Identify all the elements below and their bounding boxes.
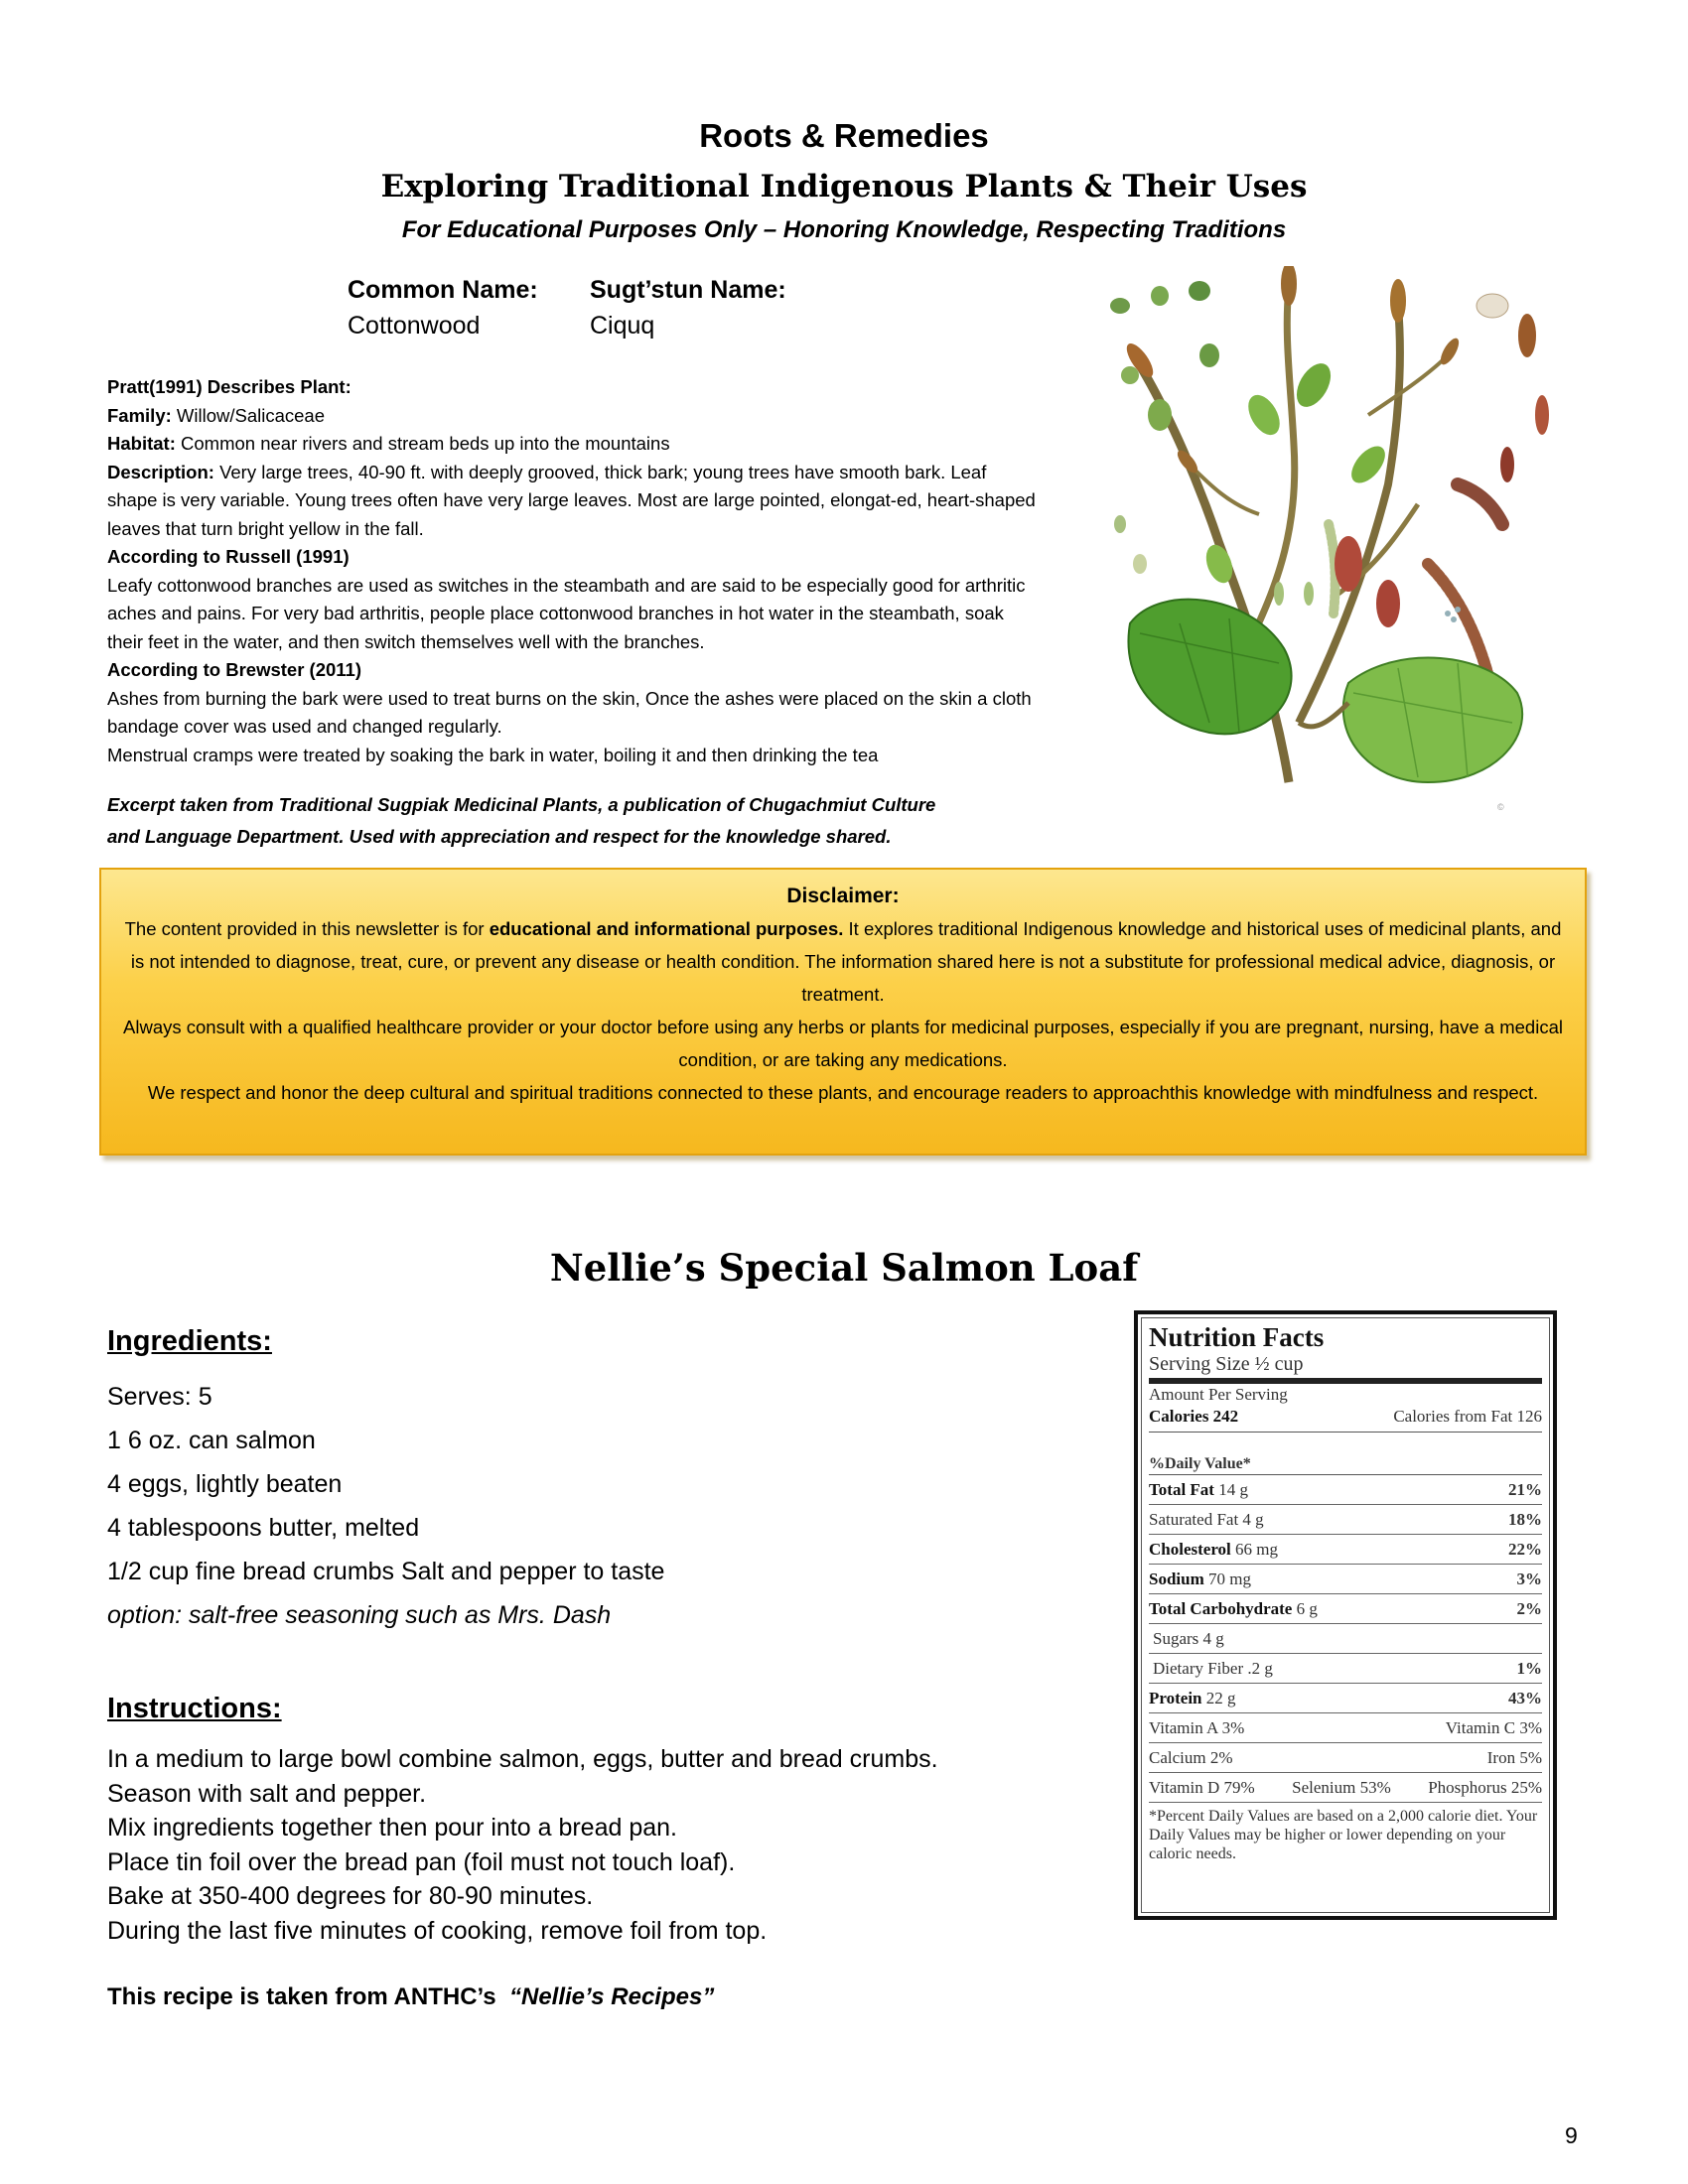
saturated-fat-row [1149,1505,1542,1535]
carbohydrate-percent: 2% [1516,1599,1542,1618]
disclaimer-paragraph-2: Always consult with a qualified healthcare provider or your doctor before using any herbs or plants for medicinal purposes, especially if you are pregnant, nursing, have a medical condition, or are taking any medications. [123,1017,1563,1070]
instruction-step: Season with salt and pepper. [107,1779,427,1808]
vitamin-c: Vitamin C 3% [1445,1718,1542,1737]
disclaimer-paragraph-3: We respect and honor the deep cultural and spiritual traditions connected to these plants, and encourage readers to approachthis knowledge with mindfulness and respect. [147,1082,1539,1103]
common-name-label: Common Name: [348,276,538,304]
pratt-heading: Pratt(1991) Describes Plant: [107,376,352,397]
recipe-source-prefix: This recipe is taken from ANTHC’s [107,1983,496,2010]
protein-label: Protein [1149,1689,1202,1707]
sodium-row [1149,1565,1542,1594]
ingredient-item: Serves: 5 [107,1383,212,1411]
instruction-step: In a medium to large bowl combine salmon, eggs, butter and bread crumbs. [107,1745,938,1773]
sugars-row [1149,1624,1542,1654]
total-fat-label: Total Fat [1149,1480,1214,1499]
instruction-step: Mix ingredients together then pour into a bread pan. [107,1814,677,1842]
protein-amount: 22 g [1205,1689,1236,1707]
excerpt-note [107,789,1041,853]
ingredient-option: option: salt-free seasoning such as Mrs. Dash [107,1601,612,1629]
nutrition-footnote: *Percent Daily Values are based on a 2,000 calorie diet. Your Daily Values may be higher or lower depending on your caloric needs. [1149,1808,1538,1862]
extra-nutrients-row [1149,1773,1542,1803]
dietary-fiber-percent: 1% [1516,1659,1542,1678]
vitamin-a: Vitamin A 3% [1149,1718,1245,1737]
svg-text:©: © [1497,802,1504,812]
total-fat-amount: 14 g [1218,1480,1248,1499]
disclaimer-heading: Disclaimer: [786,885,900,907]
cramps-text: Menstrual cramps were treated by soaking the bark in water, boiling it and then drinking the tea [107,744,879,765]
daily-value-header: %Daily Value* [1149,1454,1542,1475]
ingredient-item: 1 6 oz. can salmon [107,1427,316,1454]
carbohydrate-label: Total Carbohydrate [1149,1599,1293,1618]
saturated-fat: Saturated Fat 4 g [1149,1510,1264,1529]
instructions-list [107,1742,1100,1948]
description-label: Description: [107,461,214,482]
ingredients-heading: Ingredients: [107,1325,272,1357]
ingredient-item: 1/2 cup fine bread crumbs Salt and pepper to taste [107,1558,665,1585]
carbohydrate-amount: 6 g [1296,1599,1318,1618]
vitamins-row [1149,1713,1542,1743]
recipe-source-title: “Nellie’s Recipes” [509,1983,715,2010]
sodium-label: Sodium [1149,1570,1204,1588]
sugtstun-name-label: Sugt’stun Name: [590,276,786,304]
page-number: 9 [1565,2122,1578,2148]
nutrition-facts-label [1134,1310,1557,1920]
excerpt-line-1: Excerpt taken from Traditional Sugpiak Medicinal Plants, a publication of Chugachmiut Culture [107,794,936,815]
cholesterol-row [1149,1535,1542,1565]
description-value: Very large trees, 40-90 ft. with deeply grooved, thick bark; young trees have smooth bark. Leaf shape is very variable. Young trees often have very large leaves. Most are large pointed, elongat-ed, heart-shaped leaves that turn bright yellow in the fall. [107,461,1036,539]
cholesterol-label: Cholesterol [1149,1540,1231,1559]
nutrition-title: Nutrition Facts [1149,1322,1325,1352]
habitat-label: Habitat: [107,433,176,454]
instruction-step: Place tin foil over the bread pan (foil must not touch loaf). [107,1847,736,1876]
habitat-value: Common near rivers and stream beds up into the mountains [175,433,670,454]
protein-percent: 43% [1508,1689,1542,1707]
russell-heading: According to Russell (1991) [107,546,350,567]
phosphorus: Phosphorus 25% [1428,1778,1542,1797]
fiber-row [1149,1654,1542,1684]
cottonwood-illustration [1100,266,1557,822]
brewster-heading: According to Brewster (2011) [107,659,361,680]
disclaimer-p1-start: The content provided in this newsletter is for [124,918,490,939]
page-tagline: For Educational Purposes Only – Honoring Knowledge, Respecting Traditions [401,216,1287,243]
instructions-heading: Instructions: [107,1693,282,1724]
recipe-title: Nellie’s Special Salmon Loaf [549,1246,1139,1290]
disclaimer-p1-bold: educational and informational purposes. [489,918,844,939]
iron: Iron 5% [1486,1748,1542,1767]
cholesterol-amount: 66 mg [1235,1540,1279,1559]
calories: Calories 242 [1149,1407,1239,1426]
family-label: Family: [107,404,172,426]
sugtstun-name-value: Ciquq [590,312,655,340]
instruction-step: Bake at 350-400 degrees for 80-90 minutes. [107,1882,594,1910]
calories-from-fat: Calories from Fat 126 [1393,1407,1542,1426]
cholesterol-percent: 22% [1508,1540,1542,1559]
disclaimer-paragraph-1 [123,912,1563,1011]
ingredients-list [107,1375,1001,1637]
disclaimer-p1-end: It explores traditional Indigenous knowledge and historical uses of medicinal plants, and is not intended to diagnose, treat, cure, or prevent any disease or health condition. The information shared here is not a substitute for professional medical advice, diagnosis, or treatment. [130,918,1562,1005]
common-name-value: Cottonwood [348,312,481,340]
excerpt-line-2: and Language Department. Used with appreciation and respect for the knowledge shared. [107,826,892,847]
brewster-text: Ashes from burning the bark were used to treat burns on the skin, Once the ashes were placed on the skin a cloth bandage cover was used and changed regularly. [107,687,1032,737]
serving-size: Serving Size ½ cup [1149,1352,1542,1384]
ingredient-item: 4 eggs, lightly beaten [107,1470,343,1498]
plant-description [107,373,1041,769]
protein-row [1149,1684,1542,1713]
page-title: Roots & Remedies [699,117,989,154]
sodium-amount: 70 mg [1208,1570,1251,1588]
saturated-fat-percent: 18% [1508,1510,1542,1529]
minerals-row [1149,1743,1542,1773]
sugars: Sugars 4 g [1153,1629,1224,1648]
disclaimer-box [99,868,1587,1156]
total-fat-row [1149,1475,1542,1505]
sodium-percent: 3% [1516,1570,1542,1588]
amount-per-serving: Amount Per Serving [1149,1385,1288,1404]
calcium: Calcium 2% [1149,1748,1233,1767]
recipe-source [107,1983,714,2011]
selenium: Selenium 53% [1292,1778,1391,1797]
page-subtitle: Exploring Traditional Indigenous Plants & Their Uses [380,169,1308,205]
vitamin-d: Vitamin D 79% [1149,1778,1255,1797]
carbohydrate-row [1149,1594,1542,1624]
total-fat-percent: 21% [1508,1480,1542,1499]
family-value: Willow/Salicaceae [171,404,326,426]
russell-text: Leafy cottonwood branches are used as switches in the steambath and are said to be especially good for arthritic aches and pains. For very bad arthritis, people place cottonwood branches in hot water in the steambath, soak their feet in the water, and then switch themselves well with the branches. [107,574,1026,652]
instruction-step: During the last five minutes of cooking, remove foil from top. [107,1916,768,1945]
dietary-fiber: Dietary Fiber .2 g [1153,1659,1273,1678]
ingredient-item: 4 tablespoons butter, melted [107,1514,420,1542]
